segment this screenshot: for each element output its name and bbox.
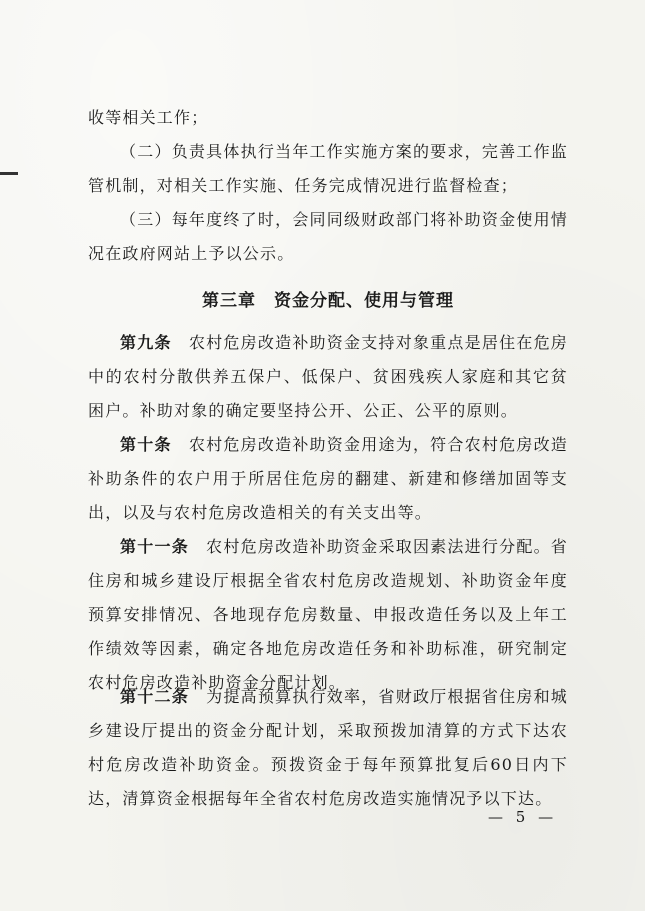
paragraph-continuation: 收等相关工作；: [88, 108, 209, 127]
article-text: 农村危房改造补助资金支持对象重点是居住在危房中的农村分散供养五保户、低保户、贫困残疾人家庭和其它贫困户。补助对象的确定要坚持公开、公正、公平的原则。: [88, 333, 568, 420]
article-11: [88, 530, 568, 700]
binding-edge-mark: [0, 172, 18, 175]
article-number: 第十条: [120, 435, 172, 454]
article-number: 第十二条: [120, 687, 189, 706]
paragraph-item-3: （三）每年度终了时，会同同级财政部门将补助资金使用情况在政府网站上予以公示。: [88, 210, 568, 263]
article-number: 第九条: [120, 333, 172, 352]
article-number: 第十一条: [120, 537, 189, 556]
page-number: — 5 —: [488, 808, 558, 826]
chapter-heading: 第三章 资金分配、使用与管理: [202, 291, 454, 311]
article-text: 为提高预算执行效率，省财政厅根据省住房和城乡建设厅提出的资金分配计划，采取预拨加清算的方式下达农村危房改造补助资金。预拨资金于每年预算批复后60日内下达，清算资金根据每年全省农村危房改造实施情况予以下达。: [88, 687, 568, 808]
article-10: [88, 428, 568, 530]
article-12: [88, 680, 568, 816]
article-text: 农村危房改造补助资金采取因素法进行分配。省住房和城乡建设厅根据全省农村危房改造规划、补助资金年度预算安排情况、各地现存危房数量、申报改造任务以及上年工作绩效等因素，确定各地危房改造任务和补助标准，研究制定农村危房改造补助资金分配计划。: [88, 537, 568, 692]
paragraph-item-2: （二）负责具体执行当年工作实施方案的要求，完善工作监管机制，对相关工作实施、任务完成情况进行监督检查；: [88, 142, 568, 195]
article-text: 农村危房改造补助资金用途为，符合农村危房改造补助条件的农户用于所居住危房的翻建、新建和修缮加固等支出，以及与农村危房改造相关的有关支出等。: [88, 435, 568, 522]
article-9: [88, 326, 568, 428]
